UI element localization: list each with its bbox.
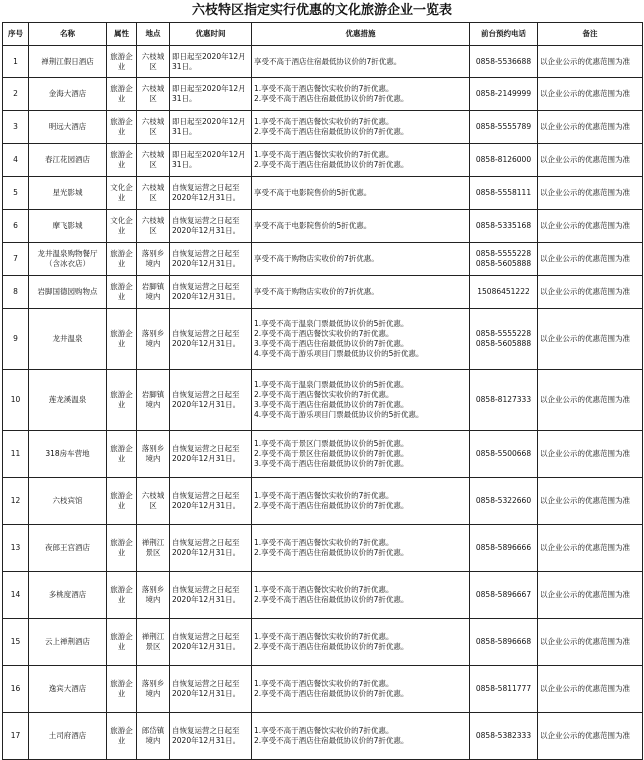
- row-phone: [470, 210, 538, 243]
- row-phone: [470, 572, 538, 619]
- row-number: 15: [3, 619, 29, 666]
- header-name: 名称: [29, 23, 107, 46]
- row-attribute: 旅游企业: [107, 78, 137, 111]
- row-name: 多桃度酒店: [29, 572, 107, 619]
- row-measures: [252, 713, 470, 760]
- measure-line: 2.享受不高于酒店住宿最低协议价的7折优惠。: [254, 127, 409, 136]
- row-name: 禅荆江假日酒店: [29, 46, 107, 78]
- row-time: 自恢复运营之日起至2020年12月31日。: [170, 619, 252, 666]
- row-place: 六枝城区: [137, 177, 170, 210]
- row-number: 9: [3, 309, 29, 370]
- table-row: [3, 666, 643, 713]
- row-time: 自恢复运营之日起至2020年12月31日。: [170, 370, 252, 431]
- row-place: 六枝城区: [137, 46, 170, 78]
- row-note: 以企业公示的优惠范围为准: [538, 276, 643, 309]
- row-place: 郎岱镇境内: [137, 713, 170, 760]
- row-note: 以企业公示的优惠范围为准: [538, 144, 643, 177]
- row-attribute: 旅游企业: [107, 666, 137, 713]
- table-row: [3, 619, 643, 666]
- row-phone: [470, 46, 538, 78]
- header-no: 序号: [3, 23, 29, 46]
- table-row: [3, 276, 643, 309]
- discount-table: [2, 22, 643, 760]
- row-time: 即日起至2020年12月31日。: [170, 144, 252, 177]
- measure-line: 2.享受不高于酒店住宿最低协议价的7折优惠。: [254, 501, 409, 510]
- row-name: 夜郎王宫酒店: [29, 525, 107, 572]
- row-attribute: 旅游企业: [107, 431, 137, 478]
- row-time: 自恢复运营之日起至2020年12月31日。: [170, 243, 252, 276]
- row-measures: [252, 46, 470, 78]
- row-name: 土司府酒店: [29, 713, 107, 760]
- table-row: [3, 525, 643, 572]
- measure-line: 1.享受不高于酒店餐饮实收价的7折优惠。: [254, 679, 394, 688]
- measure-line: 2.享受不高于酒店住宿最低协议价的7折优惠。: [254, 94, 409, 103]
- row-place: 岩脚镇境内: [137, 276, 170, 309]
- row-time: 自恢复运营之日起至2020年12月31日。: [170, 431, 252, 478]
- row-name: 318房车营地: [29, 431, 107, 478]
- header-attr: 属性: [107, 23, 137, 46]
- measure-line: 1.享受不高于酒店餐饮实收价的7折优惠。: [254, 84, 394, 93]
- measure-line: 2.享受不高于酒店住宿最低协议价的7折优惠。: [254, 160, 409, 169]
- measure-line: 3.享受不高于酒店住宿最低协议价的7折优惠。: [254, 339, 409, 348]
- row-phone: [470, 144, 538, 177]
- phone-number: 0858-5555228: [475, 249, 532, 258]
- table-row: [3, 713, 643, 760]
- row-time: 自恢复运营之日起至2020年12月31日。: [170, 210, 252, 243]
- row-phone: [470, 111, 538, 144]
- row-name: 春江花园酒店: [29, 144, 107, 177]
- row-phone: [470, 478, 538, 525]
- row-time: 自恢复运营之日起至2020年12月31日。: [170, 525, 252, 572]
- measure-line: 享受不高于购物店实收价的7折优惠。: [254, 254, 379, 263]
- row-note: 以企业公示的优惠范围为准: [538, 177, 643, 210]
- row-note: 以企业公示的优惠范围为准: [538, 713, 643, 760]
- measure-line: 享受不高于购物店实收价的7折优惠。: [254, 287, 379, 296]
- phone-number: 0858-8126000: [475, 155, 532, 164]
- row-measures: [252, 572, 470, 619]
- phone-number: 0858-5605888: [475, 339, 532, 348]
- phone-number: 0858-5558111: [475, 188, 532, 197]
- measure-line: 1.享受不高于温泉门票最低协议价的5折优惠。: [254, 380, 409, 389]
- row-phone: [470, 78, 538, 111]
- phone-number: 15086451222: [477, 287, 530, 296]
- row-number: 14: [3, 572, 29, 619]
- row-phone: [470, 309, 538, 370]
- row-name: 摩飞影城: [29, 210, 107, 243]
- table-row: [3, 370, 643, 431]
- measure-line: 3.享受不高于酒店住宿最低协议价的7折优惠。: [254, 400, 409, 409]
- row-phone: [470, 431, 538, 478]
- row-name: 莲龙溪温泉: [29, 370, 107, 431]
- row-measures: [252, 177, 470, 210]
- row-name: 岩脚国德园购物点: [29, 276, 107, 309]
- row-measures: [252, 666, 470, 713]
- table-row: [3, 46, 643, 78]
- row-number: 3: [3, 111, 29, 144]
- row-attribute: 旅游企业: [107, 713, 137, 760]
- row-name: 明远大酒店: [29, 111, 107, 144]
- document-title: 六枝特区指定实行优惠的文化旅游企业一览表: [191, 3, 452, 18]
- row-number: 6: [3, 210, 29, 243]
- table-row: [3, 431, 643, 478]
- measure-line: 1.享受不高于酒店餐饮实收价的7折优惠。: [254, 585, 394, 594]
- phone-number: 0858-5555228: [475, 329, 532, 338]
- measure-line: 1.享受不高于酒店餐饮实收价的7折优惠。: [254, 726, 394, 735]
- row-measures: [252, 309, 470, 370]
- row-place: 六枝城区: [137, 478, 170, 525]
- header-place: 地点: [137, 23, 170, 46]
- row-number: 8: [3, 276, 29, 309]
- row-time: 即日起至2020年12月31日。: [170, 111, 252, 144]
- table-row: [3, 144, 643, 177]
- row-time: 自恢复运营之日起至2020年12月31日。: [170, 572, 252, 619]
- row-time: 自恢复运营之日起至2020年12月31日。: [170, 713, 252, 760]
- table-header-row: [3, 23, 643, 46]
- measure-line: 3.享受不高于酒店住宿最低协议价的7折优惠。: [254, 459, 409, 468]
- row-measures: [252, 525, 470, 572]
- row-attribute: 旅游企业: [107, 276, 137, 309]
- row-number: 1: [3, 46, 29, 78]
- phone-number: 0858-2149999: [475, 89, 532, 98]
- row-attribute: 旅游企业: [107, 309, 137, 370]
- phone-number: 0858-5500668: [475, 449, 532, 458]
- row-attribute: 旅游企业: [107, 572, 137, 619]
- measure-line: 1.享受不高于景区门票最低协议价的5折优惠。: [254, 439, 409, 448]
- measure-line: 2.享受不高于景区住宿最低协议价的7折优惠。: [254, 449, 409, 458]
- table-body: [3, 46, 643, 760]
- row-note: 以企业公示的优惠范围为准: [538, 478, 643, 525]
- phone-number: 0858-5896666: [475, 543, 532, 552]
- row-name: 六枝宾馆: [29, 478, 107, 525]
- row-attribute: 旅游企业: [107, 619, 137, 666]
- row-phone: [470, 666, 538, 713]
- row-phone: [470, 525, 538, 572]
- row-number: 7: [3, 243, 29, 276]
- row-attribute: 旅游企业: [107, 46, 137, 78]
- row-note: 以企业公示的优惠范围为准: [538, 525, 643, 572]
- row-phone: [470, 370, 538, 431]
- row-time: 即日起至2020年12月31日。: [170, 78, 252, 111]
- row-measures: [252, 243, 470, 276]
- row-time: 自恢复运营之日起至2020年12月31日。: [170, 666, 252, 713]
- row-attribute: 文化企业: [107, 177, 137, 210]
- measure-line: 1.享受不高于酒店餐饮实收价的7折优惠。: [254, 538, 394, 547]
- row-place: 六枝城区: [137, 111, 170, 144]
- measure-line: 2.享受不高于酒店住宿最低协议价的7折优惠。: [254, 595, 409, 604]
- header-phone: 前台预约电话: [470, 23, 538, 46]
- table-row: [3, 243, 643, 276]
- table-row: [3, 210, 643, 243]
- header-note: 备注: [538, 23, 643, 46]
- row-name: 金海大酒店: [29, 78, 107, 111]
- table-row: [3, 177, 643, 210]
- row-note: 以企业公示的优惠范围为准: [538, 78, 643, 111]
- row-note: 以企业公示的优惠范围为准: [538, 370, 643, 431]
- measure-line: 4.享受不高于游乐项目门票最低协议价的5折优惠。: [254, 349, 424, 358]
- row-measures: [252, 144, 470, 177]
- row-name: 龙井温泉: [29, 309, 107, 370]
- row-note: 以企业公示的优惠范围为准: [538, 243, 643, 276]
- row-measures: [252, 210, 470, 243]
- phone-number: 0858-5811777: [475, 684, 532, 693]
- row-measures: [252, 276, 470, 309]
- row-note: 以企业公示的优惠范围为准: [538, 572, 643, 619]
- row-attribute: 旅游企业: [107, 111, 137, 144]
- row-place: 六枝城区: [137, 78, 170, 111]
- row-measures: [252, 111, 470, 144]
- row-name: 云上禅荆酒店: [29, 619, 107, 666]
- row-place: 落别乡境内: [137, 666, 170, 713]
- measure-line: 1.享受不高于酒店餐饮实收价的7折优惠。: [254, 491, 394, 500]
- row-number: 10: [3, 370, 29, 431]
- row-measures: [252, 78, 470, 111]
- row-number: 12: [3, 478, 29, 525]
- row-name: 逸宾大酒店: [29, 666, 107, 713]
- row-measures: [252, 370, 470, 431]
- measure-line: 2.享受不高于酒店住宿最低协议价的7折优惠。: [254, 736, 409, 745]
- row-phone: [470, 619, 538, 666]
- row-attribute: 旅游企业: [107, 478, 137, 525]
- row-attribute: 旅游企业: [107, 144, 137, 177]
- row-note: 以企业公示的优惠范围为准: [538, 619, 643, 666]
- row-phone: [470, 243, 538, 276]
- row-attribute: 旅游企业: [107, 243, 137, 276]
- row-measures: [252, 619, 470, 666]
- phone-number: 0858-5536688: [475, 56, 532, 66]
- row-attribute: 旅游企业: [107, 370, 137, 431]
- phone-number: 0858-5896668: [475, 637, 532, 646]
- row-time: 自恢复运营之日起至2020年12月31日。: [170, 478, 252, 525]
- row-number: 2: [3, 78, 29, 111]
- row-place: 禅荆江景区: [137, 619, 170, 666]
- row-time: 自恢复运营之日起至2020年12月31日。: [170, 309, 252, 370]
- measure-line: 2.享受不高于酒店住宿最低协议价的7折优惠。: [254, 642, 409, 651]
- row-note: 以企业公示的优惠范围为准: [538, 666, 643, 713]
- row-attribute: 旅游企业: [107, 525, 137, 572]
- measure-line: 1.享受不高于酒店餐饮实收价的7折优惠。: [254, 117, 394, 126]
- row-place: 六枝城区: [137, 210, 170, 243]
- row-place: 落别乡境内: [137, 243, 170, 276]
- row-number: 17: [3, 713, 29, 760]
- phone-number: 0858-5896667: [475, 590, 532, 599]
- measure-line: 享受不高于电影院售价的5折优惠。: [254, 188, 372, 197]
- row-name: 星光影城: [29, 177, 107, 210]
- row-number: 11: [3, 431, 29, 478]
- measure-line: 2.享受不高于酒店餐饮实收价的7折优惠。: [254, 390, 394, 399]
- measure-line: 1.享受不高于温泉门票最低协议价的5折优惠。: [254, 319, 409, 328]
- row-time: 即日起至2020年12月31日。: [170, 46, 252, 78]
- phone-number: 0858-5555789: [475, 122, 532, 131]
- phone-number: 0858-8127333: [475, 395, 532, 404]
- row-phone: [470, 177, 538, 210]
- row-measures: [252, 431, 470, 478]
- measure-line: 享受不高于酒店住宿最低协议价的7折优惠。: [254, 56, 402, 66]
- row-place: 落别乡境内: [137, 431, 170, 478]
- row-note: 以企业公示的优惠范围为准: [538, 210, 643, 243]
- measure-line: 2.享受不高于酒店餐饮实收价的7折优惠。: [254, 329, 394, 338]
- measure-line: 2.享受不高于酒店住宿最低协议价的7折优惠。: [254, 548, 409, 557]
- row-number: 13: [3, 525, 29, 572]
- phone-number: 0858-5335168: [475, 221, 532, 230]
- row-time: 自恢复运营之日起至2020年12月31日。: [170, 177, 252, 210]
- measure-line: 1.享受不高于酒店餐饮实收价的7折优惠。: [254, 632, 394, 641]
- row-place: 落别乡境内: [137, 572, 170, 619]
- phone-number: 0858-5322660: [475, 496, 532, 505]
- row-phone: [470, 276, 538, 309]
- phone-number: 0858-5382333: [475, 731, 532, 740]
- row-note: 以企业公示的优惠范围为准: [538, 46, 643, 78]
- row-place: 岩脚镇境内: [137, 370, 170, 431]
- table-row: [3, 78, 643, 111]
- header-time: 优惠时间: [170, 23, 252, 46]
- row-number: 4: [3, 144, 29, 177]
- table-row: [3, 111, 643, 144]
- row-phone: [470, 713, 538, 760]
- measure-line: 2.享受不高于酒店住宿最低协议价的7折优惠。: [254, 689, 409, 698]
- table-row: [3, 572, 643, 619]
- header-measures: 优惠措施: [252, 23, 470, 46]
- row-time: 自恢复运营之日起至2020年12月31日。: [170, 276, 252, 309]
- row-name: 龙井温泉购物餐厅（含冰衣店）: [29, 243, 107, 276]
- phone-number: 0858-5605888: [475, 259, 532, 268]
- row-note: 以企业公示的优惠范围为准: [538, 111, 643, 144]
- measure-line: 享受不高于电影院售价的5折优惠。: [254, 221, 372, 230]
- table-row: [3, 478, 643, 525]
- row-attribute: 文化企业: [107, 210, 137, 243]
- row-measures: [252, 478, 470, 525]
- row-note: 以企业公示的优惠范围为准: [538, 431, 643, 478]
- row-place: 六枝城区: [137, 144, 170, 177]
- row-note: 以企业公示的优惠范围为准: [538, 309, 643, 370]
- row-number: 16: [3, 666, 29, 713]
- row-place: 落别乡境内: [137, 309, 170, 370]
- table-row: [3, 309, 643, 370]
- row-number: 5: [3, 177, 29, 210]
- measure-line: 1.享受不高于酒店餐饮实收价的7折优惠。: [254, 150, 394, 159]
- row-place: 禅荆江景区: [137, 525, 170, 572]
- measure-line: 4.享受不高于游乐项目门票最低协议价的5折优惠。: [254, 410, 424, 419]
